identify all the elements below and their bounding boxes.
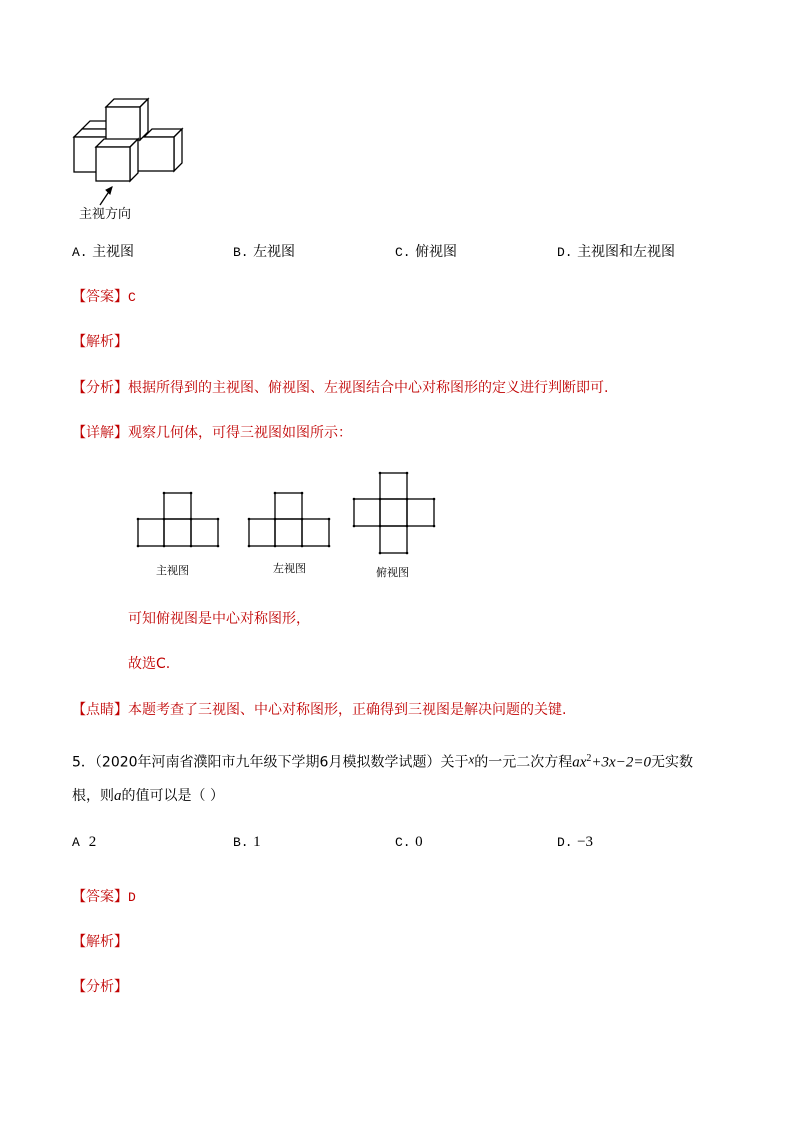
left-view-figure xyxy=(248,492,330,548)
answer-value: C xyxy=(128,290,136,305)
q5-option-c[interactable]: C. 0 xyxy=(395,834,423,850)
q5-stem-line2: 根，则a的值可以是（ ） xyxy=(72,788,224,804)
q4-option-a[interactable]: A. 主视图 xyxy=(72,244,135,260)
top-view-caption: 俯视图 xyxy=(376,566,409,579)
front-view-figure xyxy=(137,492,219,548)
q5-option-d[interactable]: D. −3 xyxy=(557,834,594,850)
q5-stem-line1: 5．（2020年河南省濮阳市九年级下学期6月模拟数学试题）关于x的一元二次方程$ax^2+3x-2=0$无实数 xyxy=(72,751,693,771)
cube-stack-figure xyxy=(70,95,190,195)
q5-fenxi-tag: 【分析】 xyxy=(72,979,128,995)
q4-conclusion: 可知俯视图是中心对称图形， xyxy=(128,611,310,627)
q5-option-a[interactable]: A 2 xyxy=(72,834,97,850)
q4-fenxi: 【分析】根据所得到的主视图、俯视图、左视图结合中心对称图形的定义进行判断即可. xyxy=(72,380,609,396)
q5-analysis-tag: 【解析】 xyxy=(72,934,128,950)
q4-option-d[interactable]: D. 主视图和左视图 xyxy=(557,244,676,260)
view-direction-label: 主视方向 xyxy=(79,207,132,222)
q4-analysis-tag: 【解析】 xyxy=(72,334,128,350)
answer-value: D xyxy=(128,890,136,905)
q4-choose: 故选C. xyxy=(128,656,171,672)
q5-answer xyxy=(72,888,136,907)
answer-tag: 【答案】 xyxy=(72,889,128,905)
q4-xiangjie: 【详解】观察几何体，可得三视图如图所示： xyxy=(72,425,352,441)
front-view-caption: 主视图 xyxy=(156,564,189,577)
q4-option-b[interactable]: B. 左视图 xyxy=(233,244,296,260)
q5-option-b[interactable]: B. 1 xyxy=(233,834,261,850)
left-view-caption: 左视图 xyxy=(273,562,306,575)
answer-tag: 【答案】 xyxy=(72,289,128,305)
q4-dianjing: 【点睛】本题考查了三视图、中心对称图形，正确得到三视图是解决问题的关键. xyxy=(72,702,567,718)
q4-option-c[interactable]: C. 俯视图 xyxy=(395,244,458,260)
q4-answer xyxy=(72,288,136,307)
top-view-figure xyxy=(353,472,435,554)
